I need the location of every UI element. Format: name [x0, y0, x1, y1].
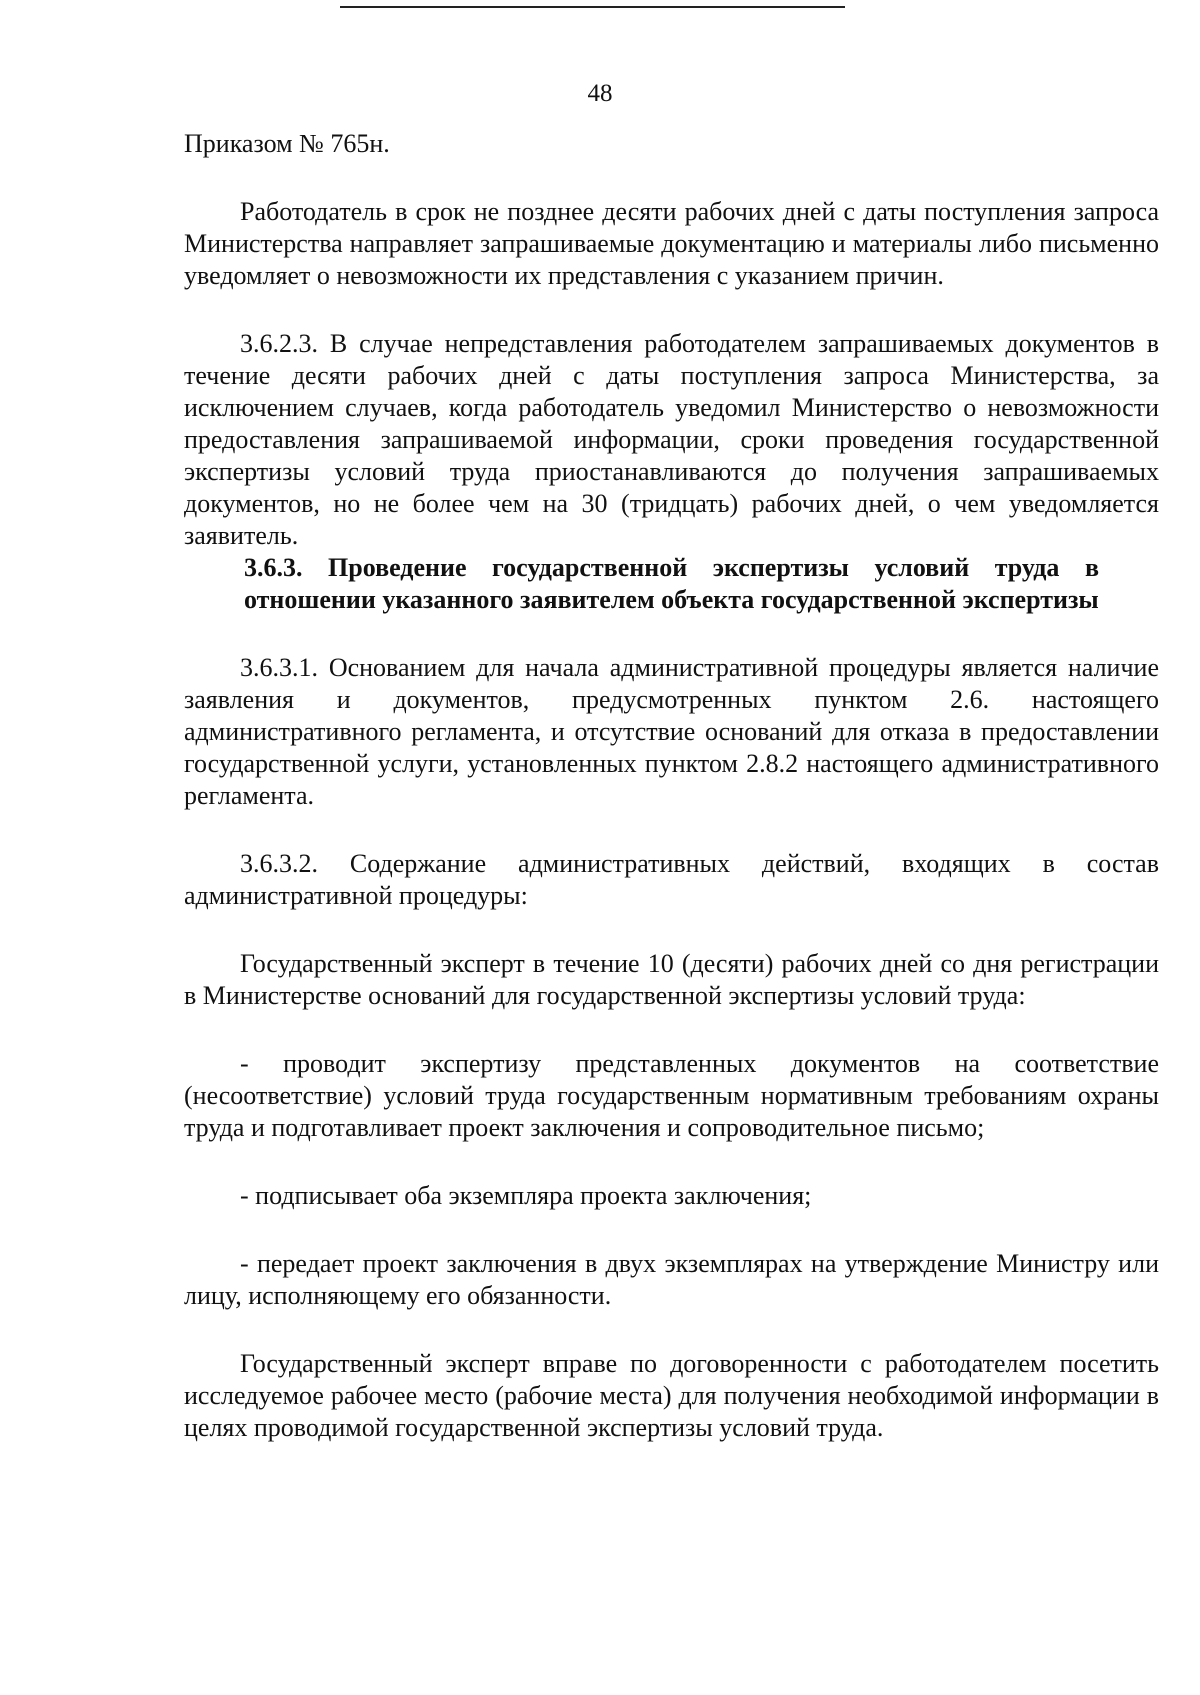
top-rule: [340, 6, 845, 8]
paragraph-3-6-3-2: 3.6.3.2. Содержание административных действий, входящих в состав административной процедуры:: [184, 849, 1159, 910]
list-item-transfer: - передает проект заключения в двух экземплярах на утверждение Министру или лицу, исполняющему его обязанности.: [184, 1249, 1159, 1310]
list-item-signing: - подписывает оба экземпляра проекта заключения;: [240, 1181, 812, 1210]
paragraph-employer-response: Работодатель в срок не позднее десяти рабочих дней с даты поступления запроса Министерства направляет запрашиваемые документацию и материалы либо письменно уведомляет о невозможности их представления с указанием причин.: [184, 197, 1159, 290]
paragraph-expert-duties: Государственный эксперт в течение 10 (десяти) рабочих дней со дня регистрации в Министерстве оснований для государственной экспертизы условий труда:: [184, 949, 1159, 1010]
paragraph-site-visit: Государственный эксперт вправе по договоренности с работодателем посетить исследуемое рабочее место (рабочие места) для получения необходимой информации в целях проводимой государственной экспертизы условий труда.: [184, 1349, 1159, 1442]
paragraph-order-ref: Приказом № 765н.: [184, 129, 390, 158]
list-item-examination: - проводит экспертизу представленных документов на соответствие (несоответствие) условий труда государственным нормативным требованиям охраны труда и подготавливает проект заключения и сопроводительное письмо;: [184, 1049, 1159, 1142]
document-body: [184, 128, 1159, 1444]
page-number: 48: [587, 80, 613, 107]
paragraph-3-6-3-1: 3.6.3.1. Основанием для начала административной процедуры является наличие заявления и документов, предусмотренных пунктом 2.6. настоящего административного регламента, и отсутствие оснований для отказа в предоставлении государственной услуги, установленных пунктом 2.8.2 настоящего административного регламента.: [184, 653, 1159, 810]
paragraph-3-6-2-3: 3.6.2.3. В случае непредставления работодателем запрашиваемых документов в течение десяти рабочих дней с даты поступления запроса Министерства, за исключением случаев, когда работодатель уведомил Министерство о невозможности предоставления запрашиваемой информации, сроки проведения государственной экспертизы условий труда приостанавливаются до получения запрашиваемых документов, но не более чем на 30 (тридцать) рабочих дней, о чем уведомляется заявитель.: [184, 329, 1159, 550]
section-heading-3-6-3: 3.6.3. Проведение государственной экспертизы условий труда в отношении указанного заявителем объекта государственной экспертизы: [244, 553, 1099, 614]
